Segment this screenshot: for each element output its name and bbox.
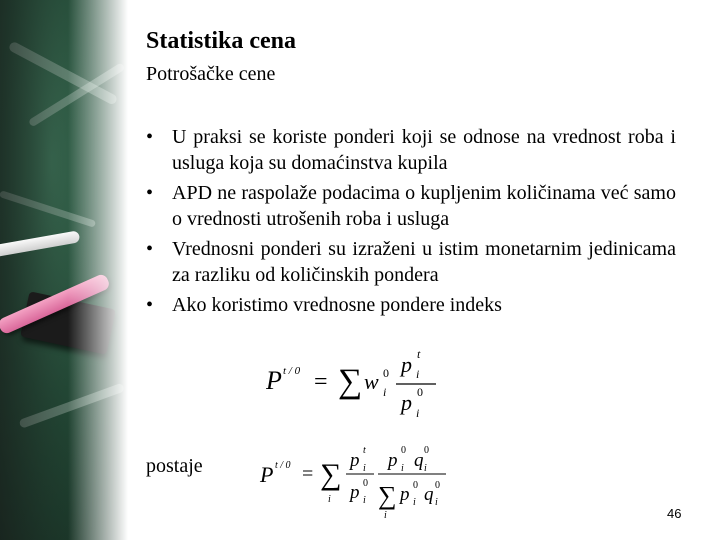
bullet-dot: • — [146, 126, 154, 148]
sum-symbol: ∑ — [378, 481, 397, 510]
board-fade — [68, 0, 128, 540]
formula-subscript: i — [383, 385, 387, 399]
formula-subscript: i — [416, 406, 420, 420]
index-formula-value-weights — [266, 344, 446, 422]
formula-symbol: w — [364, 369, 379, 394]
sum-symbol: ∑ — [320, 458, 342, 491]
formula-symbol: p — [401, 390, 412, 415]
formula-symbol: q — [424, 484, 434, 505]
formula-symbol: P — [266, 366, 282, 395]
formula-subscript: i — [328, 494, 331, 505]
slide-subtitle: Potrošačke cene — [146, 63, 276, 85]
postaje-label: postaje — [146, 455, 203, 477]
formula-superscript: t / 0 — [283, 365, 301, 377]
bullet-dot: • — [146, 238, 154, 260]
formula-subscript: i — [363, 495, 366, 506]
bullet-item — [146, 125, 676, 176]
formula-superscript: t — [417, 347, 421, 361]
bullet-text: APD ne raspolaže podacima o kupljenim količinama već samo o vrednosti utrošenih roba i usluga — [172, 182, 676, 230]
formula-superscript: 0 — [435, 480, 440, 491]
formula-subscript: i — [416, 367, 420, 381]
formula-superscript: 0 — [424, 445, 429, 456]
bullet-text: U praksi se koriste ponderi koji se odnose na vrednost roba i usluga koja su domaćinstva kupila — [172, 126, 676, 174]
formula-superscript: 0 — [363, 478, 368, 489]
bullet-dot: • — [146, 182, 154, 204]
page-number: 46 — [667, 506, 682, 521]
formula-subscript: i — [363, 463, 366, 474]
formula-symbol: p — [350, 450, 360, 471]
formula-subscript: i — [413, 497, 416, 508]
formula-subscript: i — [401, 463, 404, 474]
formula-symbol: p — [400, 484, 410, 505]
bullet-dot: • — [146, 294, 154, 316]
formula-subscript: i — [424, 463, 427, 474]
bullet-item — [146, 237, 676, 288]
bullet-list — [146, 125, 676, 324]
slide-title: Statistika cena — [146, 28, 296, 54]
formula-superscript: 0 — [383, 366, 389, 380]
bullet-item — [146, 293, 676, 319]
formula-superscript: t / 0 — [275, 460, 291, 471]
chalkboard-decoration — [0, 0, 128, 540]
formula-symbol: q — [414, 450, 424, 471]
formula-subscript: i — [384, 510, 387, 520]
formula-equals: = — [314, 369, 328, 395]
formula-symbol: p — [401, 352, 412, 377]
formula-subscript: i — [435, 497, 438, 508]
bullet-item — [146, 181, 676, 232]
formula-symbol: p — [350, 482, 360, 503]
formula-superscript: t — [363, 445, 366, 456]
bullet-text: Ako koristimo vrednosne pondere indeks — [172, 294, 502, 316]
formula-superscript: 0 — [401, 445, 406, 456]
formula-symbol: p — [388, 450, 398, 471]
bullet-text: Vrednosni ponderi su izraženi u istim monetarnim jedinicama za razliku od količinskih pondera — [172, 238, 676, 286]
sum-symbol: ∑ — [338, 363, 363, 400]
index-formula-expanded — [258, 438, 458, 520]
formula-superscript: 0 — [413, 480, 418, 491]
formula-equals: = — [302, 463, 314, 485]
formula-superscript: 0 — [417, 385, 423, 399]
formula-symbol: P — [260, 462, 274, 487]
